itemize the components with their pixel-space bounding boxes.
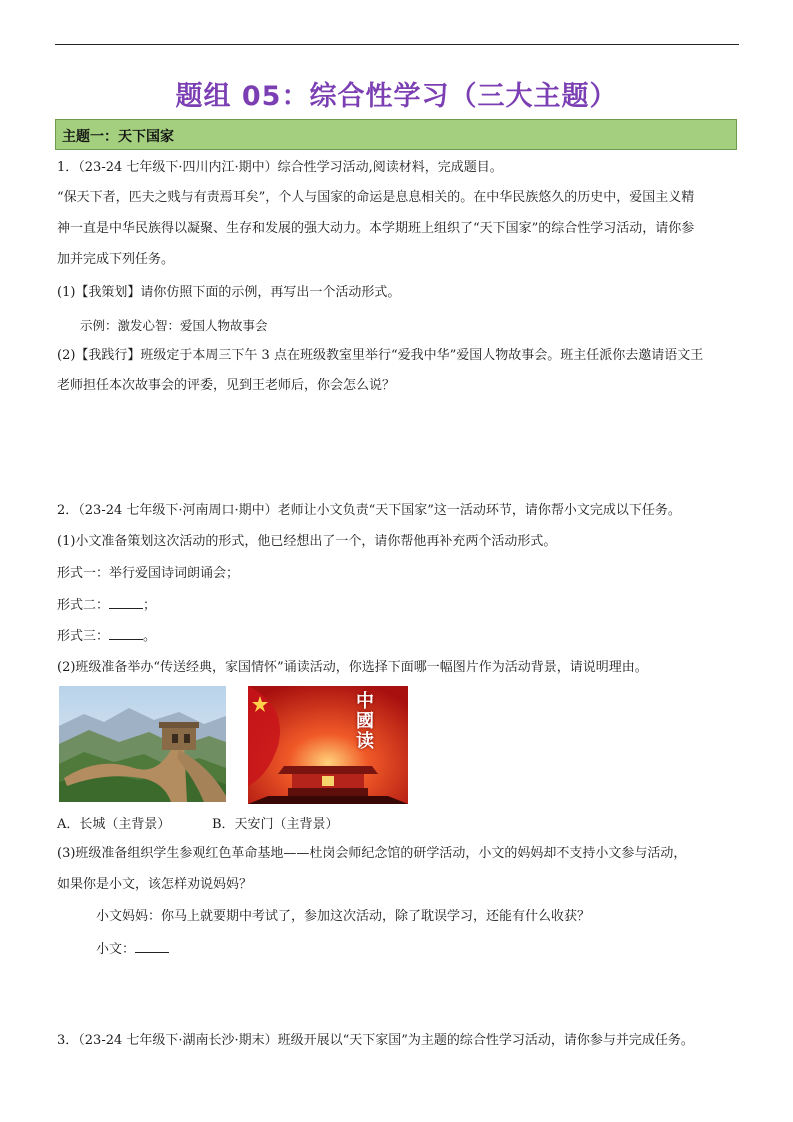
dialogue-mom: 小文妈妈：你马上就要期中考试了，参加这次活动，除了耽误学习，还能有什么收获？ [96, 909, 591, 924]
option-b-caption: B．天安门（主背景） [212, 817, 339, 832]
question-2-subtask-1: (1)小文准备策划这次活动的形式，他已经想出了一个，请你帮他再补充两个活动形式。 [57, 534, 557, 549]
question-1-subtask-2: (2)【我践行】班级定于本周三下午 3 点在班级教室里举行“爱我中华”爱国人物故事会。班主任派你去邀请语文王 [57, 348, 704, 363]
question-1-example: 示例：激发心智：爱国人物故事会 [80, 318, 268, 333]
option-a-caption: A．长城（主背景） [57, 817, 171, 832]
question-3-header: 3．（23-24 七年级下·湖南长沙·期末）班级开展以“天下家国”为主题的综合性学习活动，请你参与并完成任务。 [57, 1033, 694, 1048]
xiaowen-label: 小文： [96, 942, 136, 957]
form-2-end: ； [143, 598, 157, 613]
answer-blank[interactable] [109, 596, 143, 609]
answer-blank[interactable] [109, 627, 143, 640]
form-3-label: 形式三： [57, 629, 110, 644]
question-1-paragraph-line: 加并完成下列任务。 [57, 252, 175, 267]
great-wall-image [59, 686, 226, 802]
question-2-subtask-3: (3)班级准备组织学生参观红色革命基地——杜岗会师纪念馆的研学活动，小文的妈妈却不支持小文参与活动， [57, 846, 687, 861]
section-label: 主题一：天下国家 [62, 129, 174, 145]
question-2-header: 2．（23-24 七年级下·河南周口·期中）老师让小文负责“天下国家”这一活动环节，请你帮小文完成以下任务。 [57, 503, 681, 518]
question-1-paragraph-line: 神一直是中华民族得以凝聚、生存和发展的强大动力。本学期班上组织了“天下国家”的综合性学习活动，请你参 [57, 221, 695, 236]
page-title: 题组 05：综合性学习（三大主题） [175, 81, 618, 112]
question-1-paragraph-line: “保天下者，匹夫之贱与有责焉耳矣”，个人与国家的命运是息息相关的。在中华民族悠久的历史中，爱国主义精 [57, 190, 695, 205]
question-2-subtask-3-cont: 如果你是小文，该怎样劝说妈妈？ [57, 877, 253, 892]
header-rule [55, 44, 739, 45]
form-3-end: 。 [143, 629, 157, 644]
question-2-form-3 [57, 627, 156, 646]
tiananmen-image [248, 686, 408, 804]
dialogue-xiaowen [96, 940, 169, 959]
question-1-subtask-1: (1)【我策划】请你仿照下面的示例，再写出一个活动形式。 [57, 285, 401, 300]
image-calligraphy-text: 中國读 [356, 691, 374, 752]
question-1-header: 1．（23-24 七年级下·四川内江·期中）综合性学习活动,阅读材料，完成题目。 [57, 160, 503, 175]
question-2-form-2 [57, 596, 156, 615]
question-2-subtask-2: (2)班级准备举办“传送经典，家国情怀”诵读活动，你选择下面哪一幅图片作为活动背景，请说明理由。 [57, 660, 648, 675]
section-header-theme-1 [55, 119, 737, 150]
question-1-subtask-2-cont: 老师担任本次故事会的评委，见到王老师后，你会怎么说？ [57, 378, 396, 393]
form-2-label: 形式二： [57, 598, 110, 613]
question-2-form-1: 形式一：举行爱国诗词朗诵会； [57, 566, 240, 581]
answer-blank[interactable] [135, 940, 169, 953]
